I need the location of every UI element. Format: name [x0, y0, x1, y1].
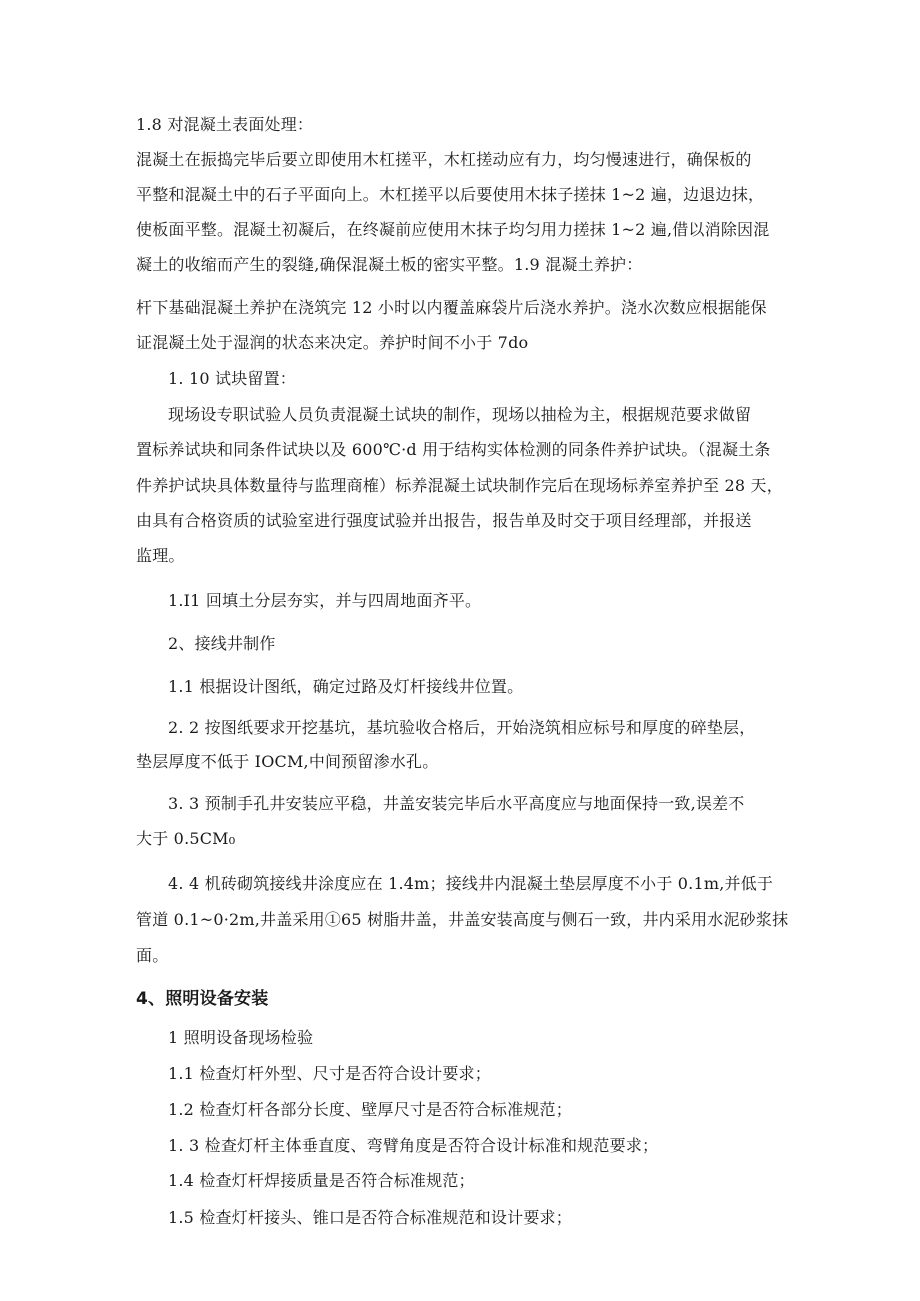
text-line: 件养护试块具体数量待与监理商榷）标养混凝土试块制作完后在现场标养室养护至 28 天，: [136, 476, 783, 495]
text-line: 管道 0.1~0·2m,井盖采用①65 树脂井盖，井盖安装高度与侧石一致，井内采用水泥砂浆抹: [136, 910, 789, 929]
text-line: 1. 3 检查灯杆主体垂直度、弯臂角度是否符合设计标准和规范要求；: [168, 1136, 659, 1155]
text-line: 1 照明设备现场检验: [168, 1028, 314, 1047]
text-line: 大于 0.5CM₀: [136, 829, 236, 848]
text-line: 1.5 检查灯杆接头、锥口是否符合标准规范和设计要求；: [168, 1208, 572, 1227]
text-line: 垫层厚度不低于 IOCM,中间预留渗水孔。: [136, 752, 439, 771]
text-line: 证混凝土处于湿润的状态来决定。养护时间不小于 7do: [136, 333, 529, 352]
text-line: 3. 3 预制手孔井安装应平稳，井盖安装完毕后水平高度应与地面保持一致,误差不: [168, 794, 745, 813]
text-line: 杆下基础混凝土养护在浇筑完 12 小时以内覆盖麻袋片后浇水养护。浇水次数应根据能保: [136, 298, 767, 317]
text-line: 4. 4 机砖砌筑接线井涂度应在 1.4m；接线井内混凝土垫层厚度不小于 0.1m,并低于: [168, 874, 774, 893]
text-line: 1.1 根据设计图纸，确定过路及灯杆接线井位置。: [168, 677, 524, 696]
text-line: 由具有合格资质的试验室进行强度试验并出报告，报告单及时交于项目经理部，并报送: [136, 511, 752, 530]
text-line: 监理。: [136, 546, 185, 565]
text-line: 1.2 检查灯杆各部分长度、壁厚尺寸是否符合标准规范；: [168, 1100, 572, 1119]
text-line: 2. 2 按图纸要求开挖基坑，基坑验收合格后，开始浇筑相应标号和厚度的碎垫层，: [168, 718, 756, 737]
text-line: 置标养试块和同条件试块以及 600℃·d 用于结构实体检测的同条件养护试块。（混凝土条: [136, 440, 771, 459]
text-line: 1.8 对混凝土表面处理：: [136, 115, 314, 134]
text-line: 混凝土在振捣完毕后要立即使用木杠搓平，木杠搓动应有力，均匀慢速进行，确保板的: [136, 150, 752, 169]
text-line: 凝土的收缩而产生的裂缝,确保混凝土板的密实平整。1.9 混凝土养护：: [136, 255, 643, 274]
section-heading: 2、接线井制作: [168, 634, 276, 653]
text-line: 平整和混凝土中的石子平面向上。木杠搓平以后要使用木抹子搓抹 1~2 遍，边退边抹，: [136, 185, 765, 204]
section-heading: 4、照明设备安装: [136, 989, 269, 1009]
text-line: 1.1 检查灯杆外型、尺寸是否符合设计要求；: [168, 1064, 491, 1083]
text-line: 面。: [136, 946, 169, 965]
text-line: 1.4 检查灯杆焊接质量是否符合标准规范；: [168, 1171, 475, 1190]
text-line: 1. 10 试块留置：: [168, 369, 296, 388]
text-line: 1.I1 回填土分层夯实，并与四周地面齐平。: [168, 591, 482, 610]
text-line: 现场设专职试验人员负责混凝土试块的制作，现场以抽检为主，根据规范要求做留: [168, 405, 752, 424]
text-line: 使板面平整。混凝土初凝后，在终凝前应使用木抹子均匀用力搓抹 1~2 遍,借以消除因混: [136, 220, 770, 239]
